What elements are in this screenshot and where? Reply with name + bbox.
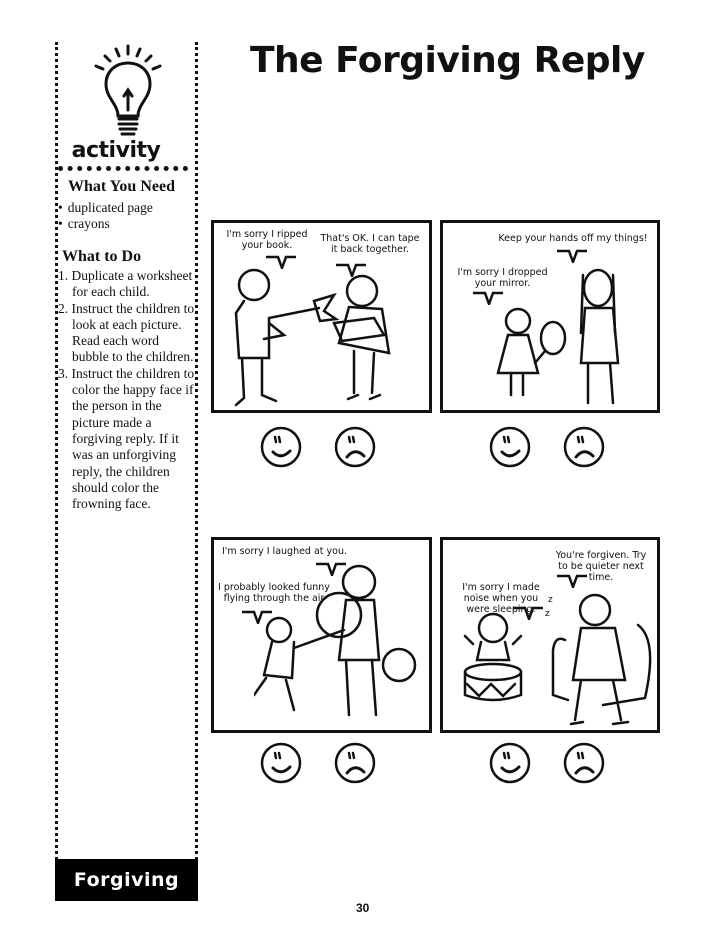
category-label-forgiving: Forgiving bbox=[55, 859, 198, 901]
sad-face-icon[interactable] bbox=[563, 742, 605, 784]
boy-helping-girl-illustration bbox=[254, 560, 424, 730]
page-title: The Forgiving Reply bbox=[250, 40, 645, 81]
speech-bubble: I probably looked funny flying through the air bbox=[218, 582, 330, 604]
need-item: • crayons bbox=[58, 216, 153, 232]
speech-bubble: I'm sorry I dropped your mirror. bbox=[457, 267, 548, 289]
what-you-need-heading: What You Need bbox=[68, 178, 175, 195]
happy-face-icon[interactable] bbox=[489, 742, 531, 784]
comic-panel-4 bbox=[440, 537, 660, 733]
sad-face-icon[interactable] bbox=[563, 426, 605, 468]
lightbulb-icon bbox=[88, 44, 168, 144]
what-to-do-steps bbox=[58, 268, 198, 512]
speech-bubble: You're forgiven. Try to be quieter next time. bbox=[555, 550, 647, 583]
child-drumming-and-sleeping-man-illustration bbox=[453, 580, 658, 730]
sad-face-icon[interactable] bbox=[334, 426, 376, 468]
what-you-need-list bbox=[58, 200, 153, 232]
boy-and-girl-torn-book-illustration bbox=[224, 263, 424, 411]
comic-panel-2 bbox=[440, 220, 660, 413]
step-item: 1. Duplicate a worksheet for each child. bbox=[58, 268, 193, 300]
speech-bubble: I'm sorry I laughed at you. bbox=[222, 546, 348, 557]
what-to-do-heading: What to Do bbox=[62, 248, 142, 265]
happy-face-icon[interactable] bbox=[260, 742, 302, 784]
page-number: 30 bbox=[356, 901, 370, 915]
need-item: • duplicated page bbox=[58, 200, 153, 216]
speech-tail-icon bbox=[555, 249, 589, 263]
sad-face-icon[interactable] bbox=[334, 742, 376, 784]
comic-panel-1 bbox=[211, 220, 432, 413]
activity-dotted-divider bbox=[58, 166, 188, 171]
speech-bubble: That's OK. I can tape it back together. bbox=[320, 233, 420, 255]
activity-label: activity bbox=[71, 138, 161, 163]
svg-text:z: z bbox=[545, 609, 550, 619]
comic-panel-3 bbox=[211, 537, 432, 733]
svg-text:z: z bbox=[548, 595, 553, 605]
happy-face-icon[interactable] bbox=[489, 426, 531, 468]
speech-bubble: I'm sorry I ripped your book. bbox=[226, 229, 308, 251]
girl-with-broken-mirror-illustration bbox=[483, 263, 658, 411]
step-item: 3. Instruct the children to color the happy face if the person in the picture made a forgiving reply. If it was an unforgiving reply, the children should color the frowning face. bbox=[58, 365, 195, 512]
step-item: 2. Instruct the children to look at each picture. Read each word bubble to the children. bbox=[58, 300, 195, 365]
speech-bubble: I'm sorry I made noise when you were sleeping. bbox=[462, 582, 540, 615]
speech-bubble: Keep your hands off my things! bbox=[498, 233, 648, 244]
happy-face-icon[interactable] bbox=[260, 426, 302, 468]
